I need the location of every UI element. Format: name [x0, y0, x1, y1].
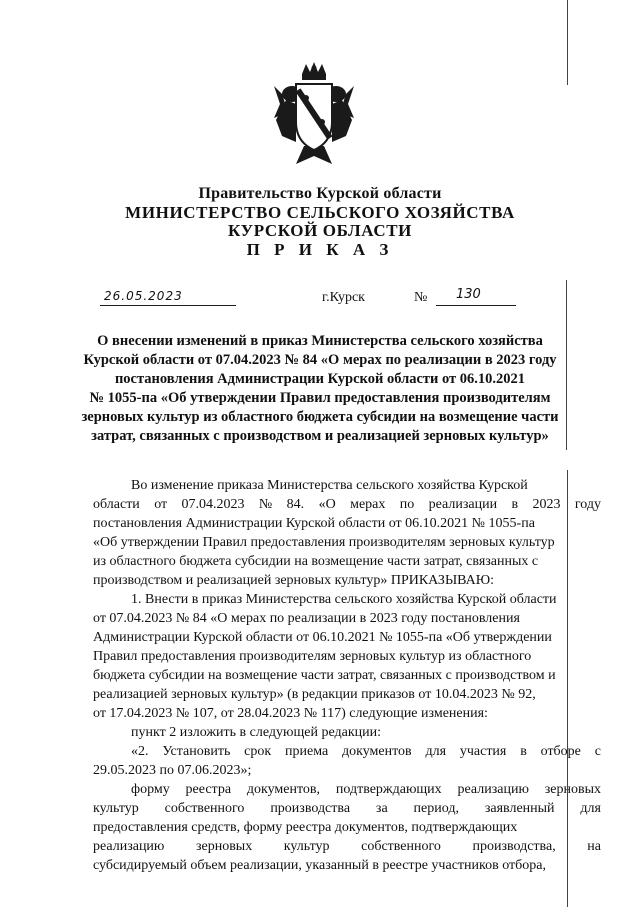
body-line: бюджета субсидии на возмещение части затрат, связанных с производством и	[93, 668, 556, 683]
word: «2.	[131, 744, 149, 759]
word: году	[574, 497, 601, 512]
coat-of-arms-emblem	[272, 60, 356, 172]
order-number-label: №	[414, 290, 428, 305]
word: №	[258, 497, 273, 512]
word: документов	[342, 744, 412, 759]
word: форму	[131, 782, 170, 797]
body-line	[93, 498, 601, 512]
order-date: 26.05.2023	[104, 289, 183, 303]
word: зерновых	[544, 782, 601, 797]
body-line: Во изменение приказа Министерства сельского хозяйства Курской	[131, 478, 528, 493]
word: реализацию	[457, 782, 529, 797]
word: производства,	[472, 839, 556, 854]
title-line: № 1055-па «Об утверждении Правил предоставления производителям	[89, 390, 551, 406]
body-line: от 07.04.2023 № 84 «О мерах по реализации в 2023 году постановления	[93, 611, 520, 626]
word: собственного	[361, 839, 441, 854]
word: Установить	[162, 744, 231, 759]
word: для	[425, 744, 447, 759]
title-line: затрат, связанных с производством и реализацией зерновых культур»	[91, 428, 549, 444]
scan-margin-line	[566, 280, 567, 450]
body-line: предоставления средств, форму реестра документов, подтверждающих	[93, 820, 518, 835]
word: для	[580, 801, 601, 816]
word: 84.	[286, 497, 305, 512]
body-line: 1. Внести в приказ Министерства сельского хозяйства Курской области	[131, 592, 557, 607]
body-line: постановления Администрации Курской области от 06.10.2021 № 1055-па	[93, 516, 535, 531]
word: период,	[413, 801, 459, 816]
title-line: зерновых культур из областного бюджета субсидии на возмещение части	[81, 409, 559, 425]
scan-margin-line	[567, 0, 568, 85]
word: документов,	[246, 782, 321, 797]
body-line: Правил предоставления производителям зерновых культур из областного	[93, 649, 532, 664]
document-type: П Р И К А З	[246, 240, 394, 259]
word: срок	[244, 744, 272, 759]
ministry-region: КУРСКОЙ ОБЛАСТИ	[228, 221, 412, 240]
word: зерновых	[195, 839, 253, 854]
word: 2023	[532, 497, 561, 512]
body-line: пункт 2 изложить в следующей редакции:	[131, 725, 381, 740]
word: за	[375, 801, 388, 816]
scan-margin-line	[567, 470, 568, 907]
ministry-name: МИНИСТЕРСТВО СЕЛЬСКОГО ХОЗЯЙСТВА	[125, 203, 515, 222]
order-number: 130	[456, 287, 481, 302]
body-line	[93, 802, 601, 816]
word: культур	[93, 801, 139, 816]
body-line	[93, 840, 601, 854]
word: в	[520, 744, 527, 759]
body-line: 29.05.2023 по 07.06.2023»;	[93, 763, 252, 778]
date-underline	[100, 305, 236, 306]
title-line: постановления Администрации Курской области от 06.10.2021	[114, 371, 526, 387]
body-line: из областного бюджета субсидии на возмещение части затрат, связанных с	[93, 554, 539, 569]
order-city: г.Курск	[322, 290, 365, 305]
government-name: Правительство Курской области	[198, 185, 442, 202]
word: от	[154, 497, 168, 512]
word: на	[587, 839, 601, 854]
title-line: Курской области от 07.04.2023 № 84 «О мерах по реализации в 2023 году	[83, 352, 557, 368]
word: культур	[283, 839, 330, 854]
word: производства	[270, 801, 351, 816]
body-line: Администрации Курской области от 06.10.2021 № 1055-па «Об утверждении	[93, 630, 552, 645]
word: 07.04.2023	[181, 497, 245, 512]
body-line: «Об утверждении Правил предоставления производителям зерновых культур	[93, 535, 555, 550]
word: заявленный	[484, 801, 555, 816]
body-line: от 17.04.2023 № 107, от 28.04.2023 № 117) следующие изменения:	[93, 706, 488, 721]
word: области	[93, 497, 140, 512]
body-line: производством и реализацией зерновых культур» ПРИКАЗЫВАЮ:	[93, 573, 495, 588]
word: по	[399, 497, 415, 512]
word: собственного	[164, 801, 245, 816]
word: мерах	[350, 497, 386, 512]
word: отборе	[540, 744, 581, 759]
word: «О	[318, 497, 336, 512]
word: реализацию	[93, 839, 165, 854]
word: участия	[459, 744, 507, 759]
word: реализации	[428, 497, 498, 512]
word: подтверждающих	[335, 782, 442, 797]
word: в	[511, 497, 519, 512]
word: реестра	[185, 782, 232, 797]
word: с	[594, 744, 601, 759]
word: приема	[285, 744, 329, 759]
body-line: реализацией зерновых культур» (в редакции приказов от 10.04.2023 № 92,	[93, 687, 536, 702]
body-line	[131, 745, 601, 759]
number-underline	[436, 305, 516, 306]
title-line: О внесении изменений в приказ Министерства сельского хозяйства	[97, 333, 543, 349]
body-line	[131, 783, 601, 797]
body-line: субсидируемый объем реализации, указанный в реестре участников отбора,	[93, 858, 546, 873]
